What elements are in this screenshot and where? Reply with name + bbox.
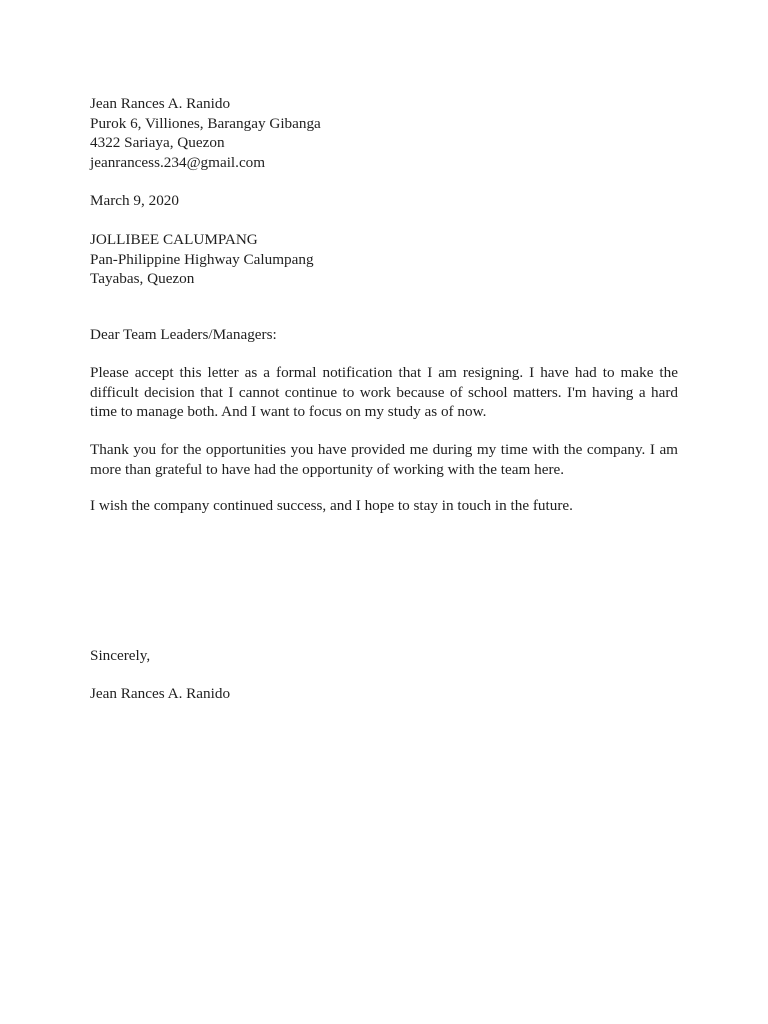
letter-date-block bbox=[90, 191, 678, 211]
letter-date: March 9, 2020 bbox=[90, 192, 179, 209]
recipient-address-line2: Tayabas, Quezon bbox=[90, 270, 195, 287]
recipient-name: JOLLIBEE CALUMPANG bbox=[90, 231, 258, 248]
body-paragraph-2-block bbox=[90, 440, 678, 479]
body-paragraph-3: I wish the company continued success, and I hope to stay in touch in the future. bbox=[90, 497, 573, 514]
signature-name: Jean Rances A. Ranido bbox=[90, 685, 231, 702]
sender-address-block bbox=[90, 94, 678, 172]
body-paragraph-1: Please accept this letter as a formal notification that I am resigning. I have had to make the difficult decision that I cannot continue to work because of school matters. I'm having a hard time to manage both. And I want to focus on my study as of now. bbox=[90, 364, 678, 420]
closing: Sincerely, bbox=[90, 647, 151, 664]
sender-address-line1: Purok 6, Villiones, Barangay Gibanga bbox=[90, 114, 321, 132]
body-paragraph-1-block bbox=[90, 363, 678, 422]
salutation-block bbox=[90, 325, 678, 345]
sender-email: jeanrancess.234@gmail.com bbox=[90, 153, 266, 171]
salutation: Dear Team Leaders/Managers: bbox=[90, 326, 277, 343]
recipient-address-line1: Pan-Philippine Highway Calumpang bbox=[90, 250, 314, 268]
recipient-address-block bbox=[90, 230, 678, 289]
sender-address-line2: 4322 Sariaya, Quezon bbox=[90, 134, 225, 151]
sender-name: Jean Rances A. Ranido bbox=[90, 95, 231, 112]
body-paragraph-2: Thank you for the opportunities you have provided me during my time with the company. I am more than grateful to have had the opportunity of working with the team here. bbox=[90, 441, 678, 478]
body-paragraph-3-block bbox=[90, 496, 678, 516]
closing-block bbox=[90, 646, 678, 666]
signature-block bbox=[90, 684, 678, 704]
